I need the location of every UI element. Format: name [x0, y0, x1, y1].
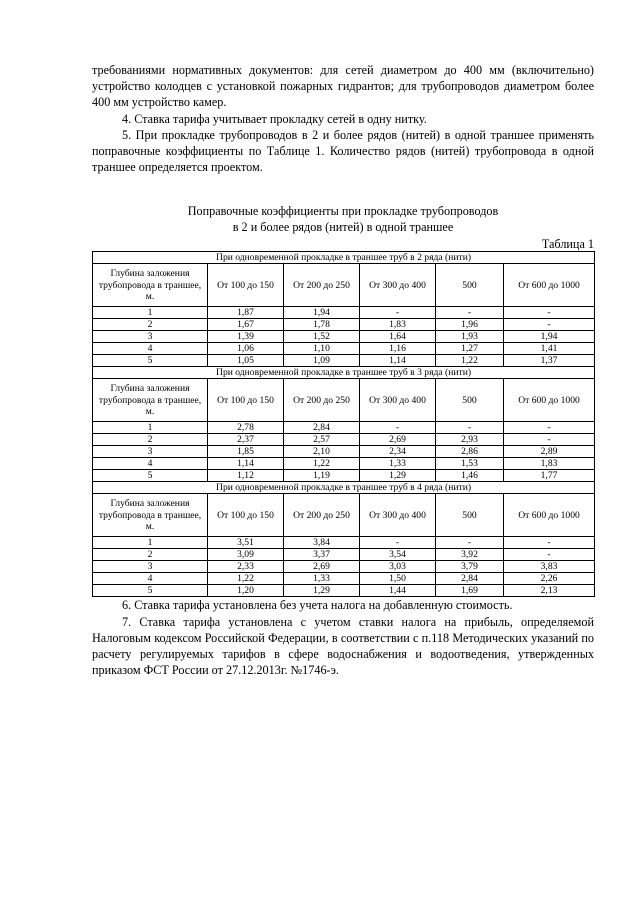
table-row [93, 434, 595, 446]
table-row [93, 470, 595, 482]
diameter-header: От 100 до 150 [208, 494, 284, 537]
diameter-header: От 600 до 1000 [504, 264, 595, 307]
coefficient-cell: 1,50 [360, 573, 436, 585]
document-page [92, 62, 594, 678]
coefficient-cell: 3,03 [360, 561, 436, 573]
coefficient-cell: 1,22 [208, 573, 284, 585]
coefficient-cell: - [504, 434, 595, 446]
coefficient-cell: 1,27 [436, 343, 504, 355]
coefficient-cell: - [436, 537, 504, 549]
coefficient-cell: 2,86 [436, 446, 504, 458]
coefficient-cell: 3,92 [436, 549, 504, 561]
depth-cell: 3 [93, 561, 208, 573]
coefficient-cell: - [504, 422, 595, 434]
depth-cell: 5 [93, 355, 208, 367]
coefficient-cell: 1,33 [284, 573, 360, 585]
depth-cell: 2 [93, 549, 208, 561]
coefficient-cell: 1,53 [436, 458, 504, 470]
depth-cell: 1 [93, 422, 208, 434]
diameter-header: 500 [436, 264, 504, 307]
coefficient-cell: 1,14 [360, 355, 436, 367]
diameter-header: 500 [436, 494, 504, 537]
coefficient-cell: 1,20 [208, 585, 284, 597]
coefficient-cell: 1,33 [360, 458, 436, 470]
coefficient-cell: 2,78 [208, 422, 284, 434]
table-row [93, 422, 595, 434]
table-row [93, 537, 595, 549]
table-row [93, 355, 595, 367]
table-row [93, 343, 595, 355]
coefficient-cell: 1,87 [208, 307, 284, 319]
section-title-row [93, 367, 595, 379]
section-title: При одновременной прокладке в траншее труб в 2 ряда (нити) [93, 252, 595, 264]
paragraph-4: 4. Ставка тарифа учитывает прокладку сетей в одну нитку. [122, 111, 427, 126]
section-title: При одновременной прокладке в траншее труб в 4 ряда (нити) [93, 482, 595, 494]
depth-cell: 1 [93, 537, 208, 549]
coefficient-cell: 1,77 [504, 470, 595, 482]
depth-cell: 4 [93, 458, 208, 470]
coefficient-cell: 1,10 [284, 343, 360, 355]
coefficient-cell: 2,84 [436, 573, 504, 585]
paragraph-7: 7. Ставка тарифа установлена с учетом ставки налога на прибыль, определяемой Налоговым кодексом Российской Федерации, в соответствии с п.118 Методических указаний по расчету регулируемых тарифов в сфере водоснабжения и водоотведения, утвержденных приказом ФСТ России от 27.12.2013г. №1746-э. [92, 614, 594, 678]
depth-cell: 5 [93, 585, 208, 597]
coefficient-cell: 1,14 [208, 458, 284, 470]
coefficient-cell: 2,57 [284, 434, 360, 446]
coefficient-cell: 1,29 [360, 470, 436, 482]
depth-cell: 3 [93, 331, 208, 343]
section-title: При одновременной прокладке в траншее труб в 3 ряда (нити) [93, 367, 595, 379]
coefficient-cell: 1,64 [360, 331, 436, 343]
coefficient-cell: 1,67 [208, 319, 284, 331]
coefficient-cell: 3,37 [284, 549, 360, 561]
coefficient-cell: 2,33 [208, 561, 284, 573]
coefficients-table [92, 251, 595, 597]
section-title-row [93, 482, 595, 494]
coefficient-cell: - [504, 307, 595, 319]
table-row [93, 307, 595, 319]
coefficient-cell: - [360, 422, 436, 434]
coefficient-cell: 1,16 [360, 343, 436, 355]
depth-header: Глубина заложения трубопровода в траншее, м. [93, 264, 208, 307]
diameter-header: От 300 до 400 [360, 494, 436, 537]
coefficient-cell: 3,09 [208, 549, 284, 561]
coefficient-cell: - [436, 422, 504, 434]
coefficient-cell: 1,06 [208, 343, 284, 355]
depth-cell: 4 [93, 573, 208, 585]
diameter-header: От 300 до 400 [360, 379, 436, 422]
coefficient-cell: 1,29 [284, 585, 360, 597]
header-row [93, 379, 595, 422]
coefficient-cell: 1,94 [504, 331, 595, 343]
table-row [93, 573, 595, 585]
table-caption [92, 204, 594, 235]
paragraph-5: 5. При прокладке трубопроводов в 2 и более рядов (нитей) в одной траншее применять поправочные коэффициенты по Таблице 1. Количество рядов (нитей) трубопровода в одной траншее определяется проектом. [92, 127, 594, 175]
table-row [93, 331, 595, 343]
depth-cell: 1 [93, 307, 208, 319]
coefficient-cell: 1,44 [360, 585, 436, 597]
table-row [93, 585, 595, 597]
table-caption-line-1: Поправочные коэффициенты при прокладке трубопроводов [187, 204, 499, 219]
coefficient-cell: 2,37 [208, 434, 284, 446]
coefficient-cell: 3,79 [436, 561, 504, 573]
depth-cell: 3 [93, 446, 208, 458]
table-caption-line-2: в 2 и более рядов (нитей) в одной траншее [232, 219, 454, 234]
coefficient-cell: 2,89 [504, 446, 595, 458]
diameter-header: От 600 до 1000 [504, 379, 595, 422]
section-title-row [93, 252, 595, 264]
table-label: Таблица 1 [541, 237, 594, 252]
coefficient-cell: 2,34 [360, 446, 436, 458]
table-row [93, 446, 595, 458]
coefficient-cell: 2,26 [504, 573, 595, 585]
depth-cell: 2 [93, 319, 208, 331]
coefficient-cell: 1,83 [360, 319, 436, 331]
coefficient-cell: 1,69 [436, 585, 504, 597]
coefficient-cell: 3,84 [284, 537, 360, 549]
paragraph-6: 6. Ставка тарифа установлена без учета налога на добавленную стоимость. [122, 598, 513, 613]
coefficient-cell: 3,83 [504, 561, 595, 573]
coefficient-cell: 1,37 [504, 355, 595, 367]
table-row [93, 319, 595, 331]
coefficient-cell: 2,93 [436, 434, 504, 446]
coefficient-cell: 3,54 [360, 549, 436, 561]
coefficient-cell: - [504, 549, 595, 561]
diameter-header: От 200 до 250 [284, 379, 360, 422]
coefficient-cell: 1,05 [208, 355, 284, 367]
coefficient-cell: - [360, 537, 436, 549]
coefficient-cell: - [504, 537, 595, 549]
depth-cell: 2 [93, 434, 208, 446]
diameter-header: От 200 до 250 [284, 264, 360, 307]
diameter-header: От 300 до 400 [360, 264, 436, 307]
coefficient-cell: 1,22 [284, 458, 360, 470]
coefficient-cell: 1,93 [436, 331, 504, 343]
depth-header: Глубина заложения трубопровода в траншее, м. [93, 494, 208, 537]
coefficient-cell: 1,46 [436, 470, 504, 482]
coefficient-cell: 1,09 [284, 355, 360, 367]
coefficient-cell: 1,19 [284, 470, 360, 482]
coefficient-cell: 2,13 [504, 585, 595, 597]
diameter-header: От 100 до 150 [208, 379, 284, 422]
table-row [93, 549, 595, 561]
coefficient-cell: - [436, 307, 504, 319]
coefficient-cell: 1,39 [208, 331, 284, 343]
coefficient-cell: 2,10 [284, 446, 360, 458]
coefficient-cell: 1,94 [284, 307, 360, 319]
table-row [93, 561, 595, 573]
depth-cell: 4 [93, 343, 208, 355]
coefficient-cell: 1,41 [504, 343, 595, 355]
depth-header: Глубина заложения трубопровода в траншее, м. [93, 379, 208, 422]
coefficient-cell: 2,84 [284, 422, 360, 434]
coefficient-cell: 1,78 [284, 319, 360, 331]
coefficient-cell: - [504, 319, 595, 331]
coefficient-cell: - [360, 307, 436, 319]
coefficient-cell: 1,85 [208, 446, 284, 458]
coefficient-cell: 1,96 [436, 319, 504, 331]
coefficient-cell: 1,22 [436, 355, 504, 367]
coefficient-cell: 2,69 [360, 434, 436, 446]
diameter-header: От 100 до 150 [208, 264, 284, 307]
depth-cell: 5 [93, 470, 208, 482]
coefficient-cell: 2,69 [284, 561, 360, 573]
coefficient-cell: 3,51 [208, 537, 284, 549]
header-row [93, 264, 595, 307]
table-row [93, 458, 595, 470]
coefficient-cell: 1,12 [208, 470, 284, 482]
paragraph-continued: требованиями нормативных документов: для сетей диаметром до 400 мм (включительно) устройство колодцев с установкой пожарных гидрантов; для трубопроводов диаметром более 400 мм устройство камер. [92, 63, 594, 110]
diameter-header: От 600 до 1000 [504, 494, 595, 537]
coefficient-cell: 1,83 [504, 458, 595, 470]
diameter-header: От 200 до 250 [284, 494, 360, 537]
diameter-header: 500 [436, 379, 504, 422]
header-row [93, 494, 595, 537]
coefficient-cell: 1,52 [284, 331, 360, 343]
